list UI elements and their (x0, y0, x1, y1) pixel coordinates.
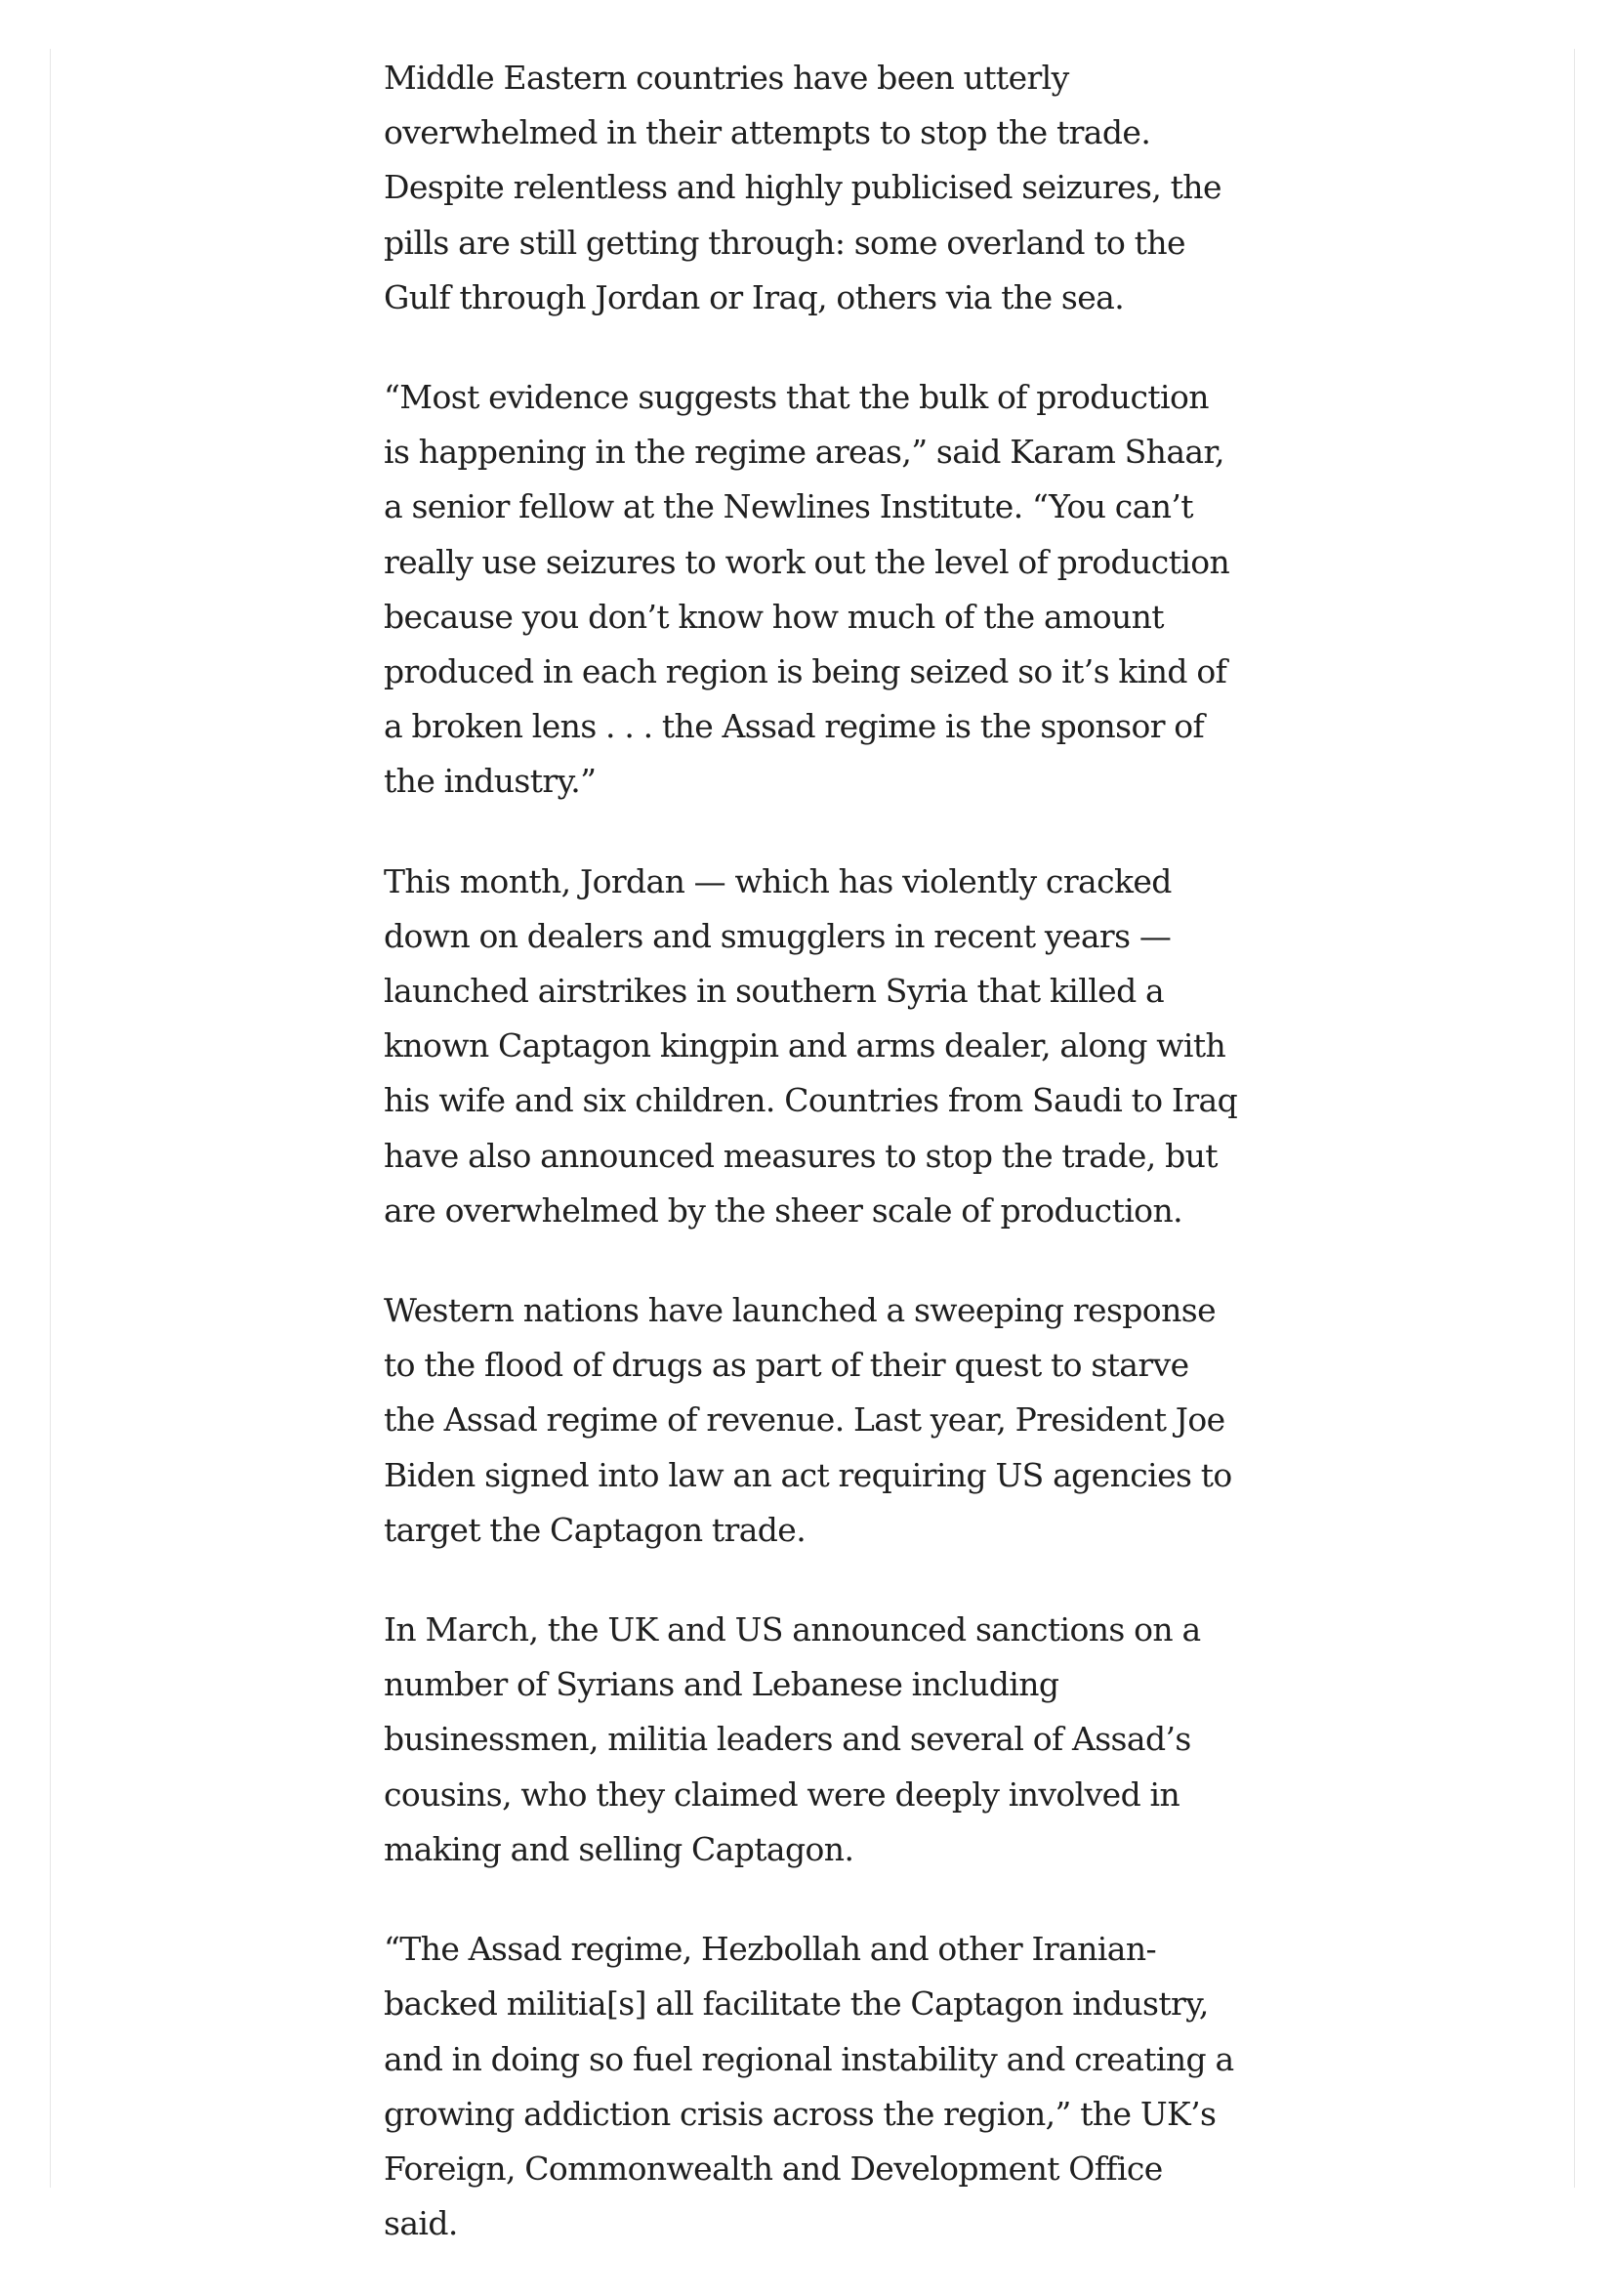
article-body (384, 51, 1243, 2296)
article-paragraph-3: This month, Jordan — which has violently cracked down on dealers and smugglers in recent years — launched airstrikes in southern Syria that killed a known Captagon kingpin and arms dealer, along with his wife and six children. Countries from Saudi to Iraq have also announced measures to stop the trade, but are overwhelmed by the sheer scale of production. (384, 861, 1238, 1230)
article-paragraph-2: “Most evidence suggests that the bulk of production is happening in the regime areas,” said Karam Shaar, a senior fellow at the Newlines Institute. “You can’t really use seizures to work out the level of production because you don’t know how much of the amount produced in each region is being seized so it’s kind of a broken lens . . . the Assad regime is the sponsor of the industry.” (384, 378, 1230, 801)
article-paragraph-4: Western nations have launched a sweeping response to the flood of drugs as part of their quest to starve the Assad regime of revenue. Last year, President Joe Biden signed into law an act requiring US agencies to target the Captagon trade. (384, 1291, 1232, 1549)
page-right-border (1574, 49, 1575, 2188)
article-paragraph-6: “The Assad regime, Hezbollah and other Iranian-backed militia[s] all facilitate the Captagon industry, and in doing so fuel regional instability and creating a growing addiction crisis across the region,” the UK’s Foreign, Commonwealth and Development Office said. (384, 1930, 1234, 2243)
article-paragraph-5: In March, the UK and US announced sanctions on a number of Syrians and Lebanese including businessmen, militia leaders and several of Assad’s cousins, who they claimed were deeply involved in making and selling Captagon. (384, 1610, 1201, 1868)
page-left-border (50, 49, 51, 2188)
article-paragraph-1: Middle Eastern countries have been utterly overwhelmed in their attempts to stop the trade. Despite relentless and highly publicised seizures, the pills are still getting through: some overland to the Gulf through Jordan or Iraq, others via the sea. (384, 59, 1221, 316)
